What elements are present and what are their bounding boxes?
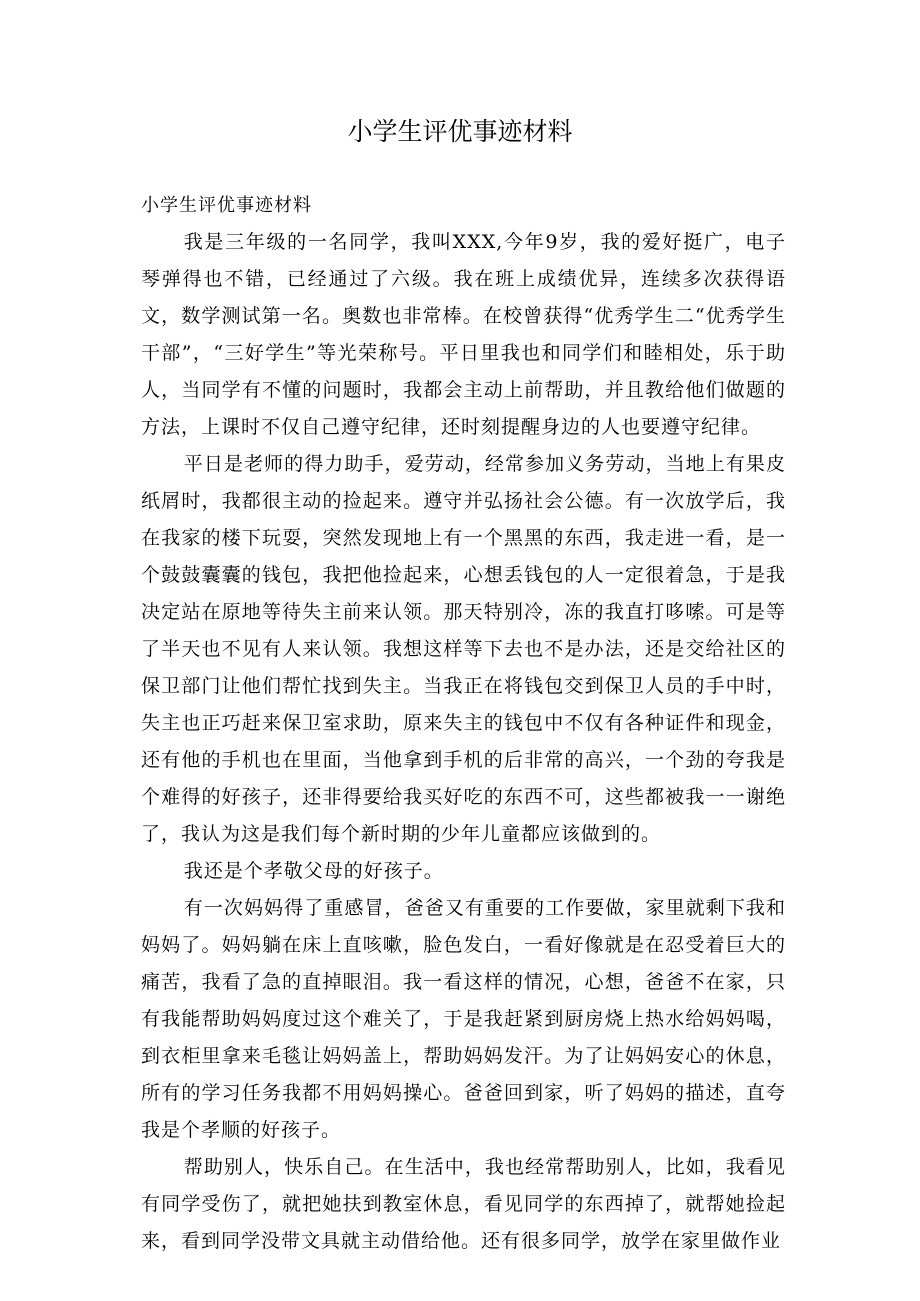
document-subtitle: 小学生评优事迹材料 — [141, 195, 312, 216]
paragraph-filial: 我还是个孝敬父母的好孩子。 — [183, 860, 444, 882]
document-body — [141, 187, 786, 1260]
paragraph-helping-others: 帮助别人，快乐自己。在生活中，我也经常帮助别人，比如，我看见有同学受伤了，就把她扶到教室休息，看见同学的东西掉了，就帮她捡起来，看到同学没带文具就主动借给他。还有很多同学，放学在家里做作业 — [141, 1156, 786, 1252]
paragraph-intro: 我是三年级的一名同学，我叫XXX,今年9岁，我的爱好挺广，电子琴弹得也不错，已经通过了六级。我在班上成绩优异，连续多次获得语文，数学测试第一名。奥数也非常棒。在校曾获得“优秀学生二“优秀学生干部”，“三好学生”等光荣称号。平日里我也和同学们和睦相处，乐于助人，当同学有不懂的问题时，我都会主动上前帮助，并且教给他们做题的方法，上课时不仅自己遵守纪律，还时刻提醒身边的人也要遵守纪律。 — [141, 231, 786, 438]
paragraph-mother-sick: 有一次妈妈得了重感冒，爸爸又有重要的工作要做，家里就剩下我和妈妈了。妈妈躺在床上直咳嗽，脸色发白，一看好像就是在忍受着巨大的痛苦，我看了急的直掉眼泪。我一看这样的情况，心想，爸爸不在家，只有我能帮助妈妈度过这个难关了，于是我赶紧到厨房烧上热水给妈妈喝，到衣柜里拿来毛毯让妈妈盖上，帮助妈妈发汗。为了让妈妈安心的休息，所有的学习任务我都不用妈妈操心。爸爸回到家，听了妈妈的描述，直夸我是个孝顺的好孩子。 — [141, 897, 786, 1141]
document-title: 小学生评优事迹材料 — [347, 117, 573, 146]
paragraph-helper: 平日是老师的得力助手，爱劳动，经常参加义务劳动，当地上有果皮纸屑时，我都很主动的捡起来。遵守并弘扬社会公德。有一次放学后，我在我家的楼下玩耍，突然发现地上有一个黑黑的东西，我走进一看，是一个鼓鼓囊囊的钱包，我把他捡起来，心想丢钱包的人一定很着急，于是我决定站在原地等待失主前来认领。那天特别冷，冻的我直打哆嗦。可是等了半天也不见有人来认领。我想这样等下去也不是办法，还是交给社区的保卫部门让他们帮忙找到失主。当我正在将钱包交到保卫人员的手中时，失主也正巧赶来保卫室求助，原来失主的钱包中不仅有各种证件和现金，还有他的手机也在里面，当他拿到手机的后非常的高兴，一个劲的夸我是个难得的好孩子，还非得要给我买好吃的东西不可，这些都被我一一谢绝了，我认为这是我们每个新时期的少年儿童都应该做到的。 — [141, 453, 786, 845]
